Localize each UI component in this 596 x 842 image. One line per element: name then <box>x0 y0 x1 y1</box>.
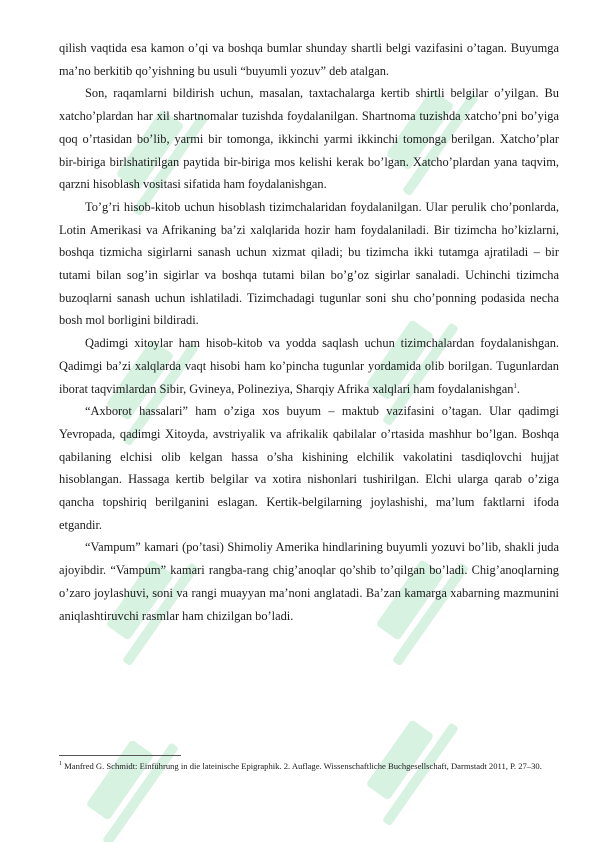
paragraph: Son, raqamlarni bildirish uchun, masalan, taxtachalarga kertib shirtli belgilar o’yilgan. Bu xatcho’plardan har xil shartnomalar tuzishda foydalanilgan. Shartnoma tuzishda xatcho’pni bo’yiga qoq o’rtasidan bo’lib, yarmi bir tomonga, ikkinchi yarmi ikkinchi tomonga berilgan. Xatcho’plar bir-biriga birlshatirilgan paytida bir-biriga mos kelishi kerak bo’lgan. Xatcho’plardan yana taqvim, qarzni hisoblash vositasi sifatida ham foydalanishgan. <box>59 86 559 192</box>
footnote-text: Manfred G. Schmidt: Einführung in die lateinische Epigraphik. 2. Auflage. Wissenschaftliche Buchgesellschaft, Darmstadt 2011, P. 27–30. <box>62 761 542 771</box>
paragraph: “Axborot hassalari” ham o’ziga xos buyum – maktub vazifasini o’tagan. Ular qadimgi Yevropada, qadimgi Xitoyda, avstriyalik va afrikalik qabilalar o’rtasida mashhur bo’lgan. Boshqa qabilaning elchisi olib kelgan hassa o’sha kishining elchilik vakolatini tasdiqlovchi hujjat hisoblangan. Hassaga kertib belgilar va xotira nishonlari tushirilgan. Elchi ularga qarab o’ziga qancha topshiriq berilganini eslagan. Kertik-belgilarning joylashishi, ma’lum faktlarni ifoda etgandir. <box>59 404 559 532</box>
document-body <box>59 37 559 627</box>
paragraph: qilish vaqtida esa kamon o’qi va boshqa bumlar shunday shartli belgi vazifasini o’tagan. Buyumga ma’no berkitib qo’yishning bu usuli “buyumli yozuv” deb atalgan. <box>59 41 559 78</box>
paragraph-text: Qadimgi xitoylar ham hisob-kitob va yodda saqlash uchun tizimchalardan foydalanishgan. Qadimgi ba’zi xalqlarda vaqt hisobi ham ko’pincha tugunlar yordamida olib borilgan. Tugunlardan iborat taqvimlardan Sibir, Gvineya, Polineziya, Sharqiy Afrika xalqlari ham foydalanishgan <box>59 336 559 396</box>
footnote <box>59 761 559 773</box>
footnote-reference[interactable]: 1 <box>513 381 517 390</box>
watermark-mark <box>74 723 179 842</box>
paragraph: To’g’ri hisob-kitob uchun hisoblash tizimchalaridan foydalanilgan. Ular perulik cho’ponlarda, Lotin Amerikasi va Afrikaning ba’zi xalqlarida hozir ham foydalaniladi. Bir tizimcha ho’kizlarni, boshqa tizmicha sigirlarni sanash uchun xizmat qiladi; bu tizimcha ikki tutamga ajratiladi – bir tutami bilan sog’in sigirlar va boshqa tutami bilan bo’g’oz sigirlar sanaladi. Uchinchi tizimcha buzoqlarni sanash uchun ishlatiladi. Tizimchadagi tugunlar soni shu cho’ponning podasida necha bosh mol borligini bildiradi. <box>59 199 559 328</box>
paragraph: “Vampum” kamari (po’tasi) Shimoliy Amerika hindlarining buyumli yozuvi bo’lib, shakli juda ajoyibdir. “Vampum” kamari rangba-rang chig’anoqlar qo’shib to’qilgan bo’ladi. Chig’anoqlarning o’zaro joylashuvi, soni va rangi muayyan ma’noni anglatadi. Ba’zan kamarga xabarning mazmunini aniqlashtiruvchi rasmlar ham chizilgan bo’ladi. <box>59 540 559 623</box>
footnote-divider <box>59 755 181 756</box>
paragraph-with-footnote: Qadimgi xitoylar ham hisob-kitob va yodda saqlash uchun tizimchalardan foydalanishgan. Qadimgi ba’zi xalqlarda vaqt hisobi ham ko’pincha tugunlar yordamida olib borilgan. Tugunlardan iborat taqvimlardan Sibir, Gvineya, Polineziya, Sharqiy Afrika xalqlari ham foydalanishgan$^1$. <box>59 336 559 396</box>
footnote-marker: 1 <box>59 761 62 768</box>
